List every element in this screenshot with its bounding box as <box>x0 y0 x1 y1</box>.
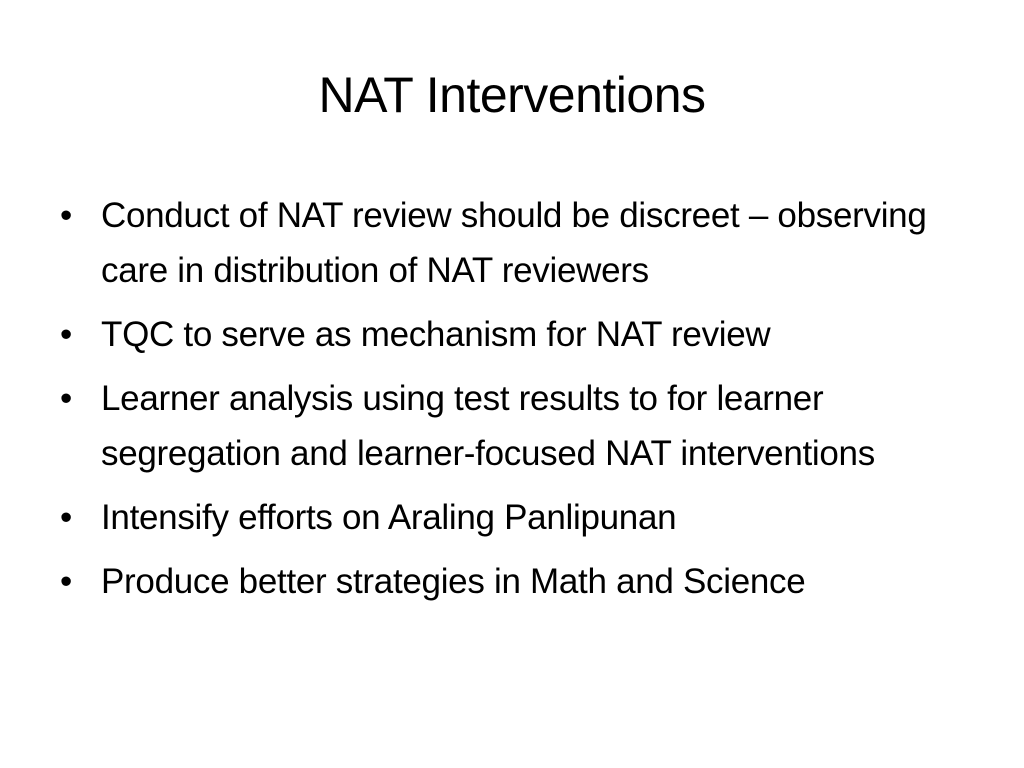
bullet-icon: • <box>60 379 72 418</box>
slide-title: NAT Interventions <box>318 67 706 123</box>
list-item-text: Conduct of NAT review should be discreet – observing care in distribution of NAT reviewers <box>101 196 927 290</box>
list-item <box>60 307 980 362</box>
list-item <box>60 490 980 545</box>
bullet-icon: • <box>60 562 72 601</box>
list-item <box>60 554 980 609</box>
list-item <box>60 188 980 298</box>
bullet-icon: • <box>60 196 72 235</box>
list-item-text: Produce better strategies in Math and Science <box>101 562 806 601</box>
list-item-text: Learner analysis using test results to for learner segregation and learner-focused NAT interventions <box>101 379 875 473</box>
bullet-icon: • <box>60 315 72 354</box>
bullet-list <box>60 188 980 618</box>
list-item <box>60 371 980 481</box>
list-item-text: Intensify efforts on Araling Panlipunan <box>101 498 677 537</box>
bullet-icon: • <box>60 498 72 537</box>
list-item-text: TQC to serve as mechanism for NAT review <box>101 315 771 354</box>
